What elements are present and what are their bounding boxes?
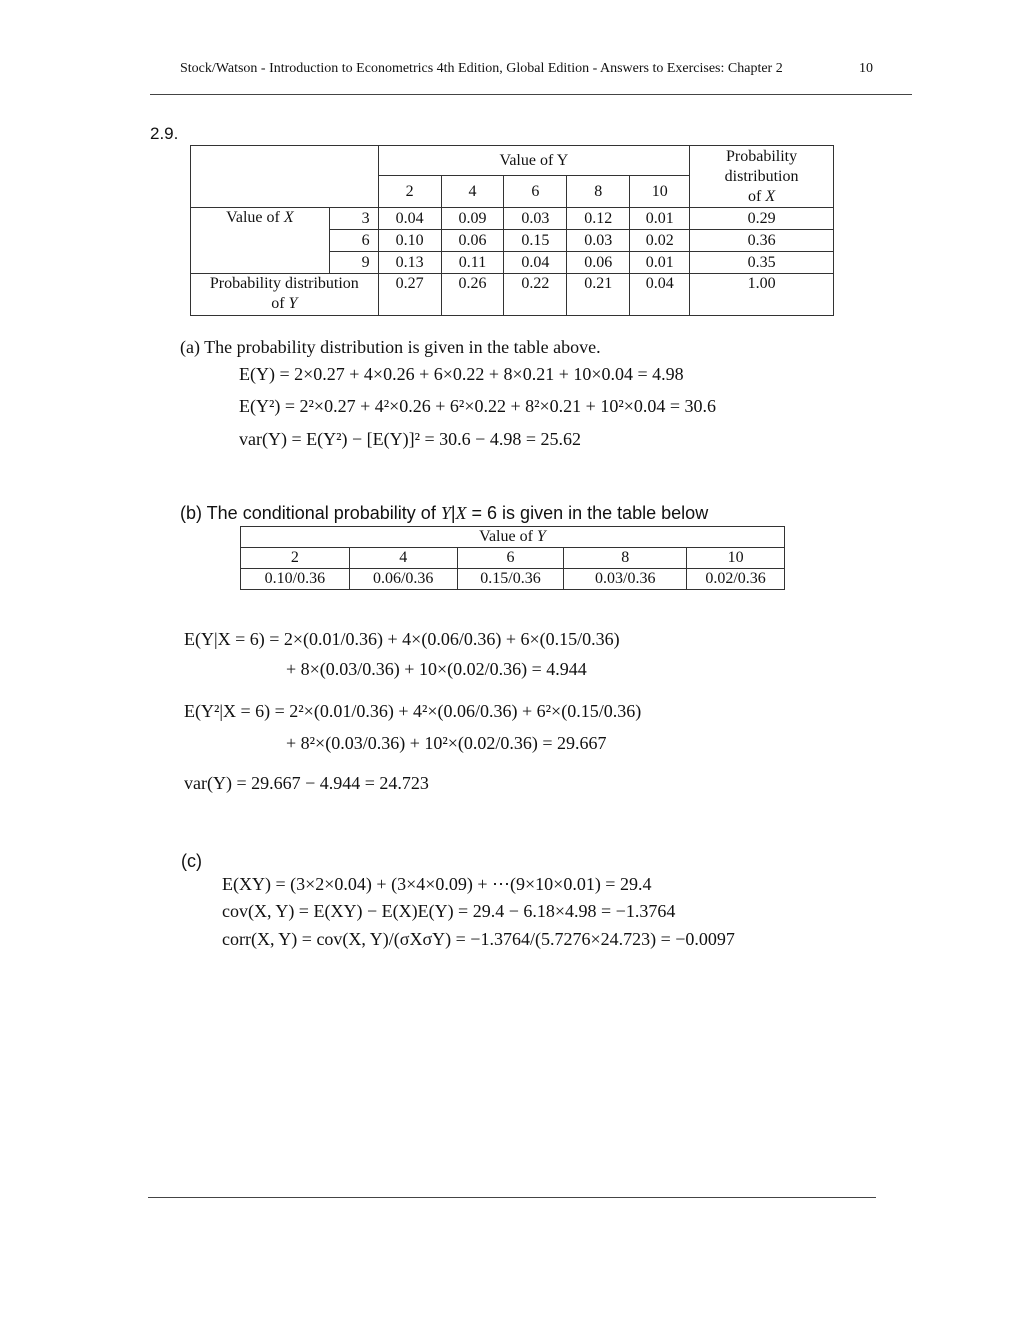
prob-x-header-line3: of bbox=[748, 187, 766, 205]
y-value: 6 bbox=[504, 176, 567, 208]
joint-prob-cell: 0.09 bbox=[441, 208, 504, 230]
marginal-x-cell: 0.36 bbox=[690, 230, 834, 252]
prob-y-label-line2: of bbox=[271, 295, 289, 312]
part-b-eq-cond-mean-line2: + 8×(0.03/0.36) + 10×(0.02/0.36) = 4.944 bbox=[286, 659, 587, 679]
value-of-x-var: X bbox=[283, 209, 294, 226]
part-a-lead: (a) The probability distribution is given in the table above. bbox=[180, 337, 601, 357]
value-of-x-label bbox=[191, 208, 330, 274]
marginal-x-cell: 0.29 bbox=[690, 208, 834, 230]
marginal-x-cell: 0.35 bbox=[690, 252, 834, 274]
marginal-y-cell: 0.04 bbox=[630, 274, 690, 316]
page-number: 10 bbox=[859, 61, 873, 76]
joint-prob-cell: 0.15 bbox=[504, 230, 567, 252]
prob-x-header bbox=[690, 146, 834, 208]
joint-prob-cell: 0.13 bbox=[378, 252, 441, 274]
part-a-eq-mean: E(Y) = 2×0.27 + 4×0.26 + 6×0.22 + 8×0.21 + 10×0.04 = 4.98 bbox=[239, 364, 684, 384]
cond-y-value: 10 bbox=[687, 548, 785, 569]
part-c-eq-cov: cov(X, Y) = E(XY) − E(X)E(Y) = 29.4 − 6.18×4.98 = −1.3764 bbox=[222, 901, 676, 921]
x-value: 6 bbox=[329, 230, 378, 252]
prob-y-var: Y bbox=[288, 295, 298, 312]
part-b-lead-prefix: (b) The conditional probability of bbox=[180, 503, 441, 523]
joint-prob-cell: 0.10 bbox=[378, 230, 441, 252]
joint-prob-cell: 0.06 bbox=[441, 230, 504, 252]
part-c-eq-exy: E(XY) = (3×2×0.04) + (3×4×0.09) + ⋯(9×10×0.01) = 29.4 bbox=[222, 874, 652, 894]
cond-y-value: 2 bbox=[241, 548, 350, 569]
marginal-y-cell: 0.27 bbox=[378, 274, 441, 316]
cond-prob-cell: 0.03/0.36 bbox=[564, 569, 687, 590]
exercise-number: 2.9. bbox=[150, 124, 179, 143]
cond-table-header-var: Y bbox=[536, 528, 546, 545]
joint-prob-cell: 0.11 bbox=[441, 252, 504, 274]
joint-prob-cell: 0.01 bbox=[630, 208, 690, 230]
y-value: 2 bbox=[378, 176, 441, 208]
cond-table-header bbox=[241, 527, 785, 548]
joint-prob-cell: 0.03 bbox=[567, 230, 630, 252]
prob-x-header-line2: distribution bbox=[724, 167, 799, 185]
part-b-eq-cond-mean-line1: E(Y|X = 6) = 2×(0.01/0.36) + 4×(0.06/0.36) + 6×(0.15/0.36) bbox=[184, 629, 620, 649]
corner-cell bbox=[191, 146, 379, 208]
part-b-eq-cond-second-line2: + 8²×(0.03/0.36) + 10²×(0.02/0.36) = 29.667 bbox=[286, 733, 607, 753]
part-a-eq-variance: var(Y) = E(Y²) − [E(Y)]² = 30.6 − 4.98 = 25.62 bbox=[239, 429, 581, 449]
cond-prob-cell: 0.10/0.36 bbox=[241, 569, 350, 590]
part-b-lead-suffix: = 6 is given in the table below bbox=[466, 503, 709, 523]
joint-prob-cell: 0.01 bbox=[630, 252, 690, 274]
part-c-lead: (c) bbox=[181, 851, 202, 871]
cond-y-value: 8 bbox=[564, 548, 687, 569]
joint-prob-cell: 0.06 bbox=[567, 252, 630, 274]
prob-x-header-var: X bbox=[765, 187, 776, 205]
part-c-eq-corr: corr(X, Y) = cov(X, Y)/(σXσY) = −1.3764/(5.7276×24.723) = −0.0097 bbox=[222, 929, 735, 949]
part-b-lead-var-y: Y bbox=[440, 503, 451, 523]
cond-prob-cell: 0.02/0.36 bbox=[687, 569, 785, 590]
cond-table-header-text: Value of bbox=[479, 528, 537, 545]
value-of-x-text: Value of bbox=[226, 209, 284, 226]
y-value: 8 bbox=[567, 176, 630, 208]
x-value: 3 bbox=[329, 208, 378, 230]
part-b-lead-var-x: X bbox=[455, 503, 467, 523]
joint-prob-cell: 0.04 bbox=[378, 208, 441, 230]
y-value: 10 bbox=[630, 176, 690, 208]
prob-x-header-line1: Probability bbox=[726, 147, 798, 165]
prob-total-cell: 1.00 bbox=[690, 274, 834, 316]
part-b-eq-cond-variance: var(Y) = 29.667 − 4.944 = 24.723 bbox=[184, 773, 429, 793]
x-value: 9 bbox=[329, 252, 378, 274]
marginal-y-cell: 0.22 bbox=[504, 274, 567, 316]
joint-prob-cell: 0.12 bbox=[567, 208, 630, 230]
cond-prob-cell: 0.06/0.36 bbox=[349, 569, 457, 590]
running-header: Stock/Watson - Introduction to Econometrics 4th Edition, Global Edition - Answers to Exercises: Chapter 2 bbox=[180, 61, 783, 76]
cond-y-value: 6 bbox=[457, 548, 564, 569]
y-value: 4 bbox=[441, 176, 504, 208]
cond-prob-cell: 0.15/0.36 bbox=[457, 569, 564, 590]
conditional-distribution-table bbox=[240, 526, 785, 590]
marginal-y-cell: 0.21 bbox=[567, 274, 630, 316]
part-b-eq-cond-second-line1: E(Y²|X = 6) = 2²×(0.01/0.36) + 4²×(0.06/0.36) + 6²×(0.15/0.36) bbox=[184, 701, 642, 721]
prob-y-label bbox=[191, 274, 379, 316]
joint-prob-cell: 0.04 bbox=[504, 252, 567, 274]
joint-distribution-table bbox=[190, 145, 834, 316]
footer-rule bbox=[148, 1197, 876, 1198]
part-a-eq-second-moment: E(Y²) = 2²×0.27 + 4²×0.26 + 6²×0.22 + 8²×0.21 + 10²×0.04 = 30.6 bbox=[239, 396, 717, 416]
part-b-lead-bar: | bbox=[450, 503, 456, 523]
value-of-y-header: Value of Y bbox=[378, 146, 689, 176]
cond-y-value: 4 bbox=[349, 548, 457, 569]
header-rule bbox=[150, 94, 912, 95]
joint-prob-cell: 0.03 bbox=[504, 208, 567, 230]
prob-y-label-line1: Probability distribution bbox=[209, 275, 359, 292]
marginal-y-cell: 0.26 bbox=[441, 274, 504, 316]
part-b-lead bbox=[180, 503, 708, 524]
joint-prob-cell: 0.02 bbox=[630, 230, 690, 252]
